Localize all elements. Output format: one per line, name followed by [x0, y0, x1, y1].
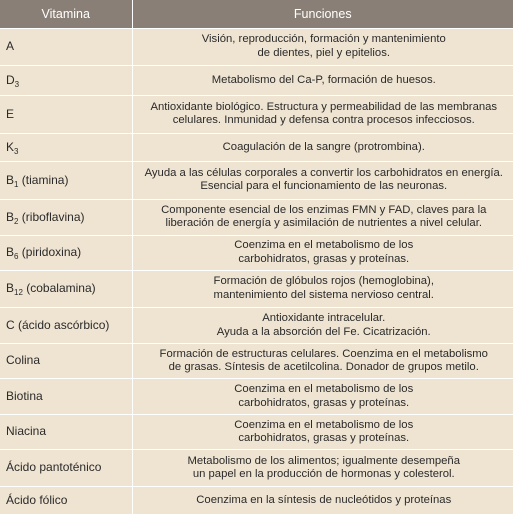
function-line: Esencial para el funcionamiento de las neuronas.	[200, 180, 448, 193]
vitamin-name-cell	[0, 414, 132, 450]
vitamin-subscript: 6	[14, 252, 19, 262]
table-row	[0, 162, 513, 200]
vitamin-name-cell	[0, 379, 132, 415]
function-line: Coenzima en el metabolismo de los	[234, 383, 414, 396]
table-row	[0, 29, 513, 66]
table-header	[0, 0, 513, 29]
vitamin-name: Colina	[6, 353, 41, 368]
vitamin-subscript: 3	[14, 79, 20, 89]
function-cell	[132, 162, 513, 200]
function-cell	[132, 199, 513, 236]
function-line: celulares. Inmunidad y defensa contra procesos infecciosos.	[172, 114, 475, 127]
function-line: mantenimiento del sistema nervioso central.	[213, 289, 434, 301]
function-line: de dientes, piel y epitelios.	[257, 46, 390, 59]
vitamin-name-cell	[0, 450, 132, 487]
vitamin-name: Niacina	[6, 424, 47, 439]
table-row	[0, 487, 513, 514]
function-line: Metabolismo de los alimentos; igualmente desempeña	[187, 454, 461, 467]
vitamin-subscript: 12	[14, 288, 23, 298]
table-row	[0, 199, 513, 236]
table-row	[0, 270, 513, 308]
table-row	[0, 133, 513, 161]
table-row	[0, 236, 513, 271]
table-row	[0, 65, 513, 95]
function-cell	[132, 29, 513, 66]
vitamin-name: E	[6, 106, 15, 121]
header-row	[0, 0, 513, 29]
vitamin-subscript: 2	[14, 216, 19, 226]
function-line: Coagulación de la sangre (protrombina).	[222, 140, 425, 153]
function-cell	[132, 487, 513, 514]
vitamin-name: B	[6, 245, 15, 260]
function-cell	[132, 133, 513, 161]
table-body	[0, 29, 513, 514]
table-row	[0, 379, 513, 415]
function-line: liberación de energía y asimilación de nutrientes a nivel celular.	[165, 217, 482, 230]
function-line: Componente esencial de los enzimas FMN y FAD, claves para la	[161, 203, 487, 216]
vitamin-name-cell	[0, 29, 132, 66]
vitamin-name: D	[6, 72, 15, 87]
function-line: Coenzima en el metabolismo de los	[234, 418, 414, 431]
function-line: Visión, reproducción, formación y mantenimiento	[201, 33, 446, 46]
function-line: Antioxidante intracelular.	[262, 311, 386, 324]
function-line: Ayuda a las células corporales a convertir los carbohidratos en energía.	[144, 166, 503, 179]
function-cell	[132, 450, 513, 487]
vitamin-common-name: (tiamina)	[18, 172, 69, 187]
function-line: carbohidratos, grasas y proteínas.	[238, 396, 410, 409]
function-line: Antioxidante biológico. Estructura y permeabilidad de las membranas	[150, 100, 498, 113]
function-line: carbohidratos, grasas y proteínas.	[238, 252, 410, 265]
vitamin-name-cell	[0, 133, 132, 161]
vitamin-subscript: 3	[14, 146, 19, 156]
vitamin-common-name: (riboflavina)	[18, 209, 85, 224]
function-line: un papel en la producción de hormonas y colesterol.	[192, 468, 455, 481]
vitamin-name: B	[6, 281, 15, 296]
function-cell	[132, 65, 513, 95]
vitamin-name-cell	[0, 65, 132, 95]
function-line: Coenzima en el metabolismo de los	[234, 239, 414, 252]
table-row	[0, 450, 513, 487]
vitamin-name-cell	[0, 236, 132, 271]
function-line: Formación de glóbulos rojos (hemoglobina),	[213, 275, 434, 288]
vitamin-name-cell	[0, 270, 132, 308]
function-line: Coenzima en la síntesis de nucleótidos y proteínas	[196, 493, 452, 506]
table-row	[0, 96, 513, 134]
function-line: Metabolismo del Ca-P, formación de huesos.	[211, 73, 436, 86]
vitamin-name: Biotina	[6, 388, 43, 403]
function-cell	[132, 414, 513, 450]
vitamin-common-name: (piridoxina)	[18, 245, 82, 260]
function-line: Ayuda a la absorción del Fe. Cicatrización.	[216, 325, 431, 338]
vitamin-name: Ácido fólico	[6, 492, 68, 507]
function-cell	[132, 270, 513, 308]
vitamin-name-cell	[0, 487, 132, 514]
table-row	[0, 343, 513, 379]
vitamin-name-cell	[0, 199, 132, 236]
vitamin-name: K	[6, 139, 15, 154]
header-funciones: Funciones	[132, 0, 513, 29]
table-row	[0, 414, 513, 450]
function-line: carbohidratos, grasas y proteínas.	[238, 432, 410, 445]
function-cell	[132, 96, 513, 134]
vitamin-name: Ácido pantoténico	[6, 460, 102, 475]
function-line: de grasas. Síntesis de acetilcolina. Donador de grupos metilo.	[168, 361, 479, 374]
vitamin-name: B	[6, 172, 15, 187]
header-vitamina: Vitamina	[0, 0, 132, 29]
vitamin-common-name: (cobalamina)	[22, 281, 96, 296]
vitamin-name-cell	[0, 308, 132, 344]
vitamin-name: A	[6, 38, 15, 53]
function-cell	[132, 236, 513, 271]
function-cell	[132, 379, 513, 415]
vitamin-name-cell	[0, 343, 132, 379]
function-line: Formación de estructuras celulares. Coenzima en el metabolismo	[159, 347, 488, 360]
vitamin-subscript: 1	[14, 179, 19, 189]
function-cell	[132, 308, 513, 344]
function-cell	[132, 343, 513, 379]
vitamin-name-cell	[0, 162, 132, 200]
vitamin-name: C (ácido ascórbico)	[6, 317, 110, 332]
vitamin-name: B	[6, 209, 15, 224]
table-row	[0, 308, 513, 344]
vitamin-name-cell	[0, 96, 132, 134]
